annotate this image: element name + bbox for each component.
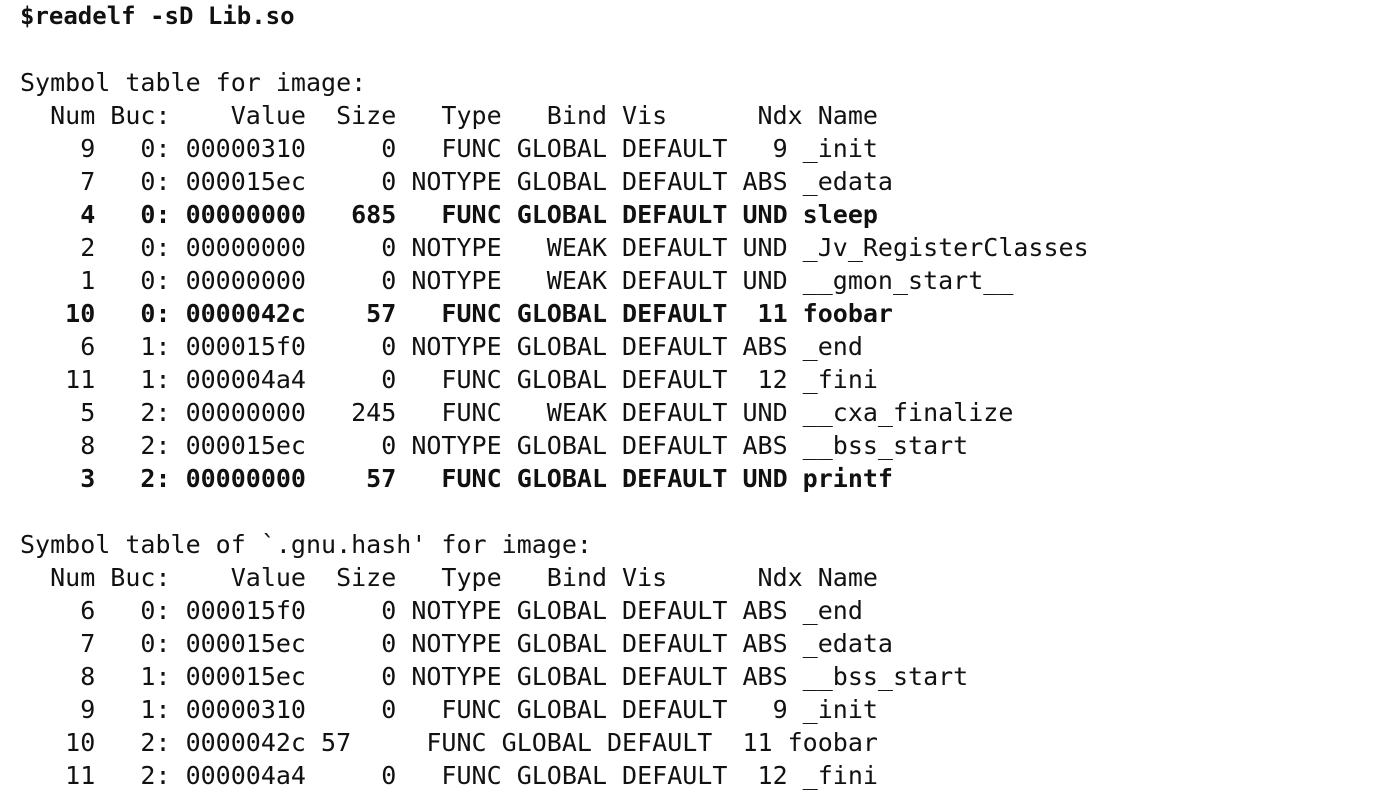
table-row: 11 1: 000004a4 0 FUNC GLOBAL DEFAULT 12 _fini [20, 365, 878, 394]
table-header: Num Buc: Value Size Type Bind Vis Ndx Name [20, 563, 878, 592]
table-row: 2 0: 00000000 0 NOTYPE WEAK DEFAULT UND _Jv_RegisterClasses [20, 233, 1089, 262]
table-row: 1 0: 00000000 0 NOTYPE WEAK DEFAULT UND __gmon_start__ [20, 266, 1014, 295]
table-row: 6 0: 000015f0 0 NOTYPE GLOBAL DEFAULT ABS _end [20, 596, 863, 625]
table-row-highlight: 10 0: 0000042c 57 FUNC GLOBAL DEFAULT 11 foobar [20, 299, 893, 328]
section-title-symbol-table: Symbol table for image: [20, 68, 367, 97]
table-row: 8 1: 000015ec 0 NOTYPE GLOBAL DEFAULT ABS __bss_start [20, 662, 969, 691]
section-title-gnu-hash: Symbol table of `.gnu.hash' for image: [20, 530, 592, 559]
table-row: 8 2: 000015ec 0 NOTYPE GLOBAL DEFAULT ABS __bss_start [20, 431, 969, 460]
table-row: 5 2: 00000000 245 FUNC WEAK DEFAULT UND __cxa_finalize [20, 398, 1014, 427]
table-row: 10 2: 0000042c 57 FUNC GLOBAL DEFAULT 11 foobar [20, 728, 878, 757]
table-row: 9 0: 00000310 0 FUNC GLOBAL DEFAULT 9 _init [20, 134, 878, 163]
table-row: 6 1: 000015f0 0 NOTYPE GLOBAL DEFAULT ABS _end [20, 332, 863, 361]
command-line: $readelf -sD Lib.so [20, 2, 295, 30]
table-row: 9 1: 00000310 0 FUNC GLOBAL DEFAULT 9 _init [20, 695, 878, 724]
table-header: Num Buc: Value Size Type Bind Vis Ndx Name [20, 101, 878, 130]
table-row: 7 0: 000015ec 0 NOTYPE GLOBAL DEFAULT ABS _edata [20, 629, 893, 658]
table-row: 11 2: 000004a4 0 FUNC GLOBAL DEFAULT 12 _fini [20, 761, 878, 790]
table-row-highlight: 3 2: 00000000 57 FUNC GLOBAL DEFAULT UND printf [20, 464, 893, 493]
table-row: 7 0: 000015ec 0 NOTYPE GLOBAL DEFAULT ABS _edata [20, 167, 893, 196]
table-row-highlight: 4 0: 00000000 685 FUNC GLOBAL DEFAULT UND sleep [20, 200, 878, 229]
